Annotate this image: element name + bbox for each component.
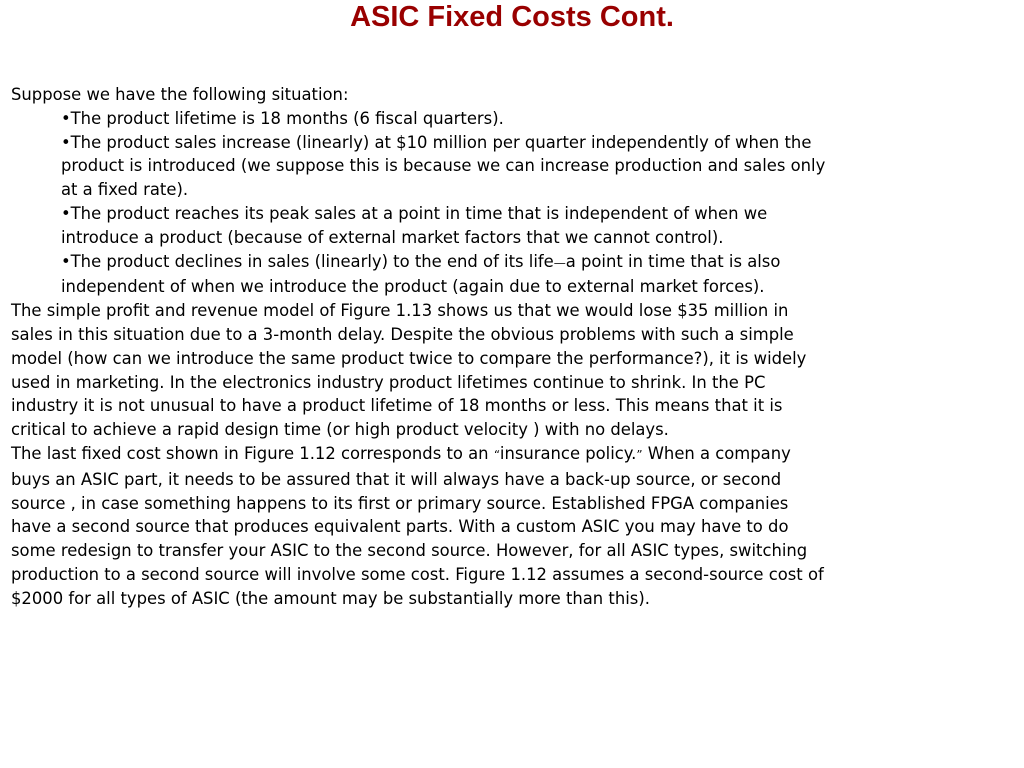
close-quote: ” — [636, 447, 643, 462]
bullet-lifetime — [11, 107, 1019, 131]
text-run: The last fixed cost shown in Figure 1.12 corresponds to an — [11, 443, 494, 463]
text-run: a point in time that is also — [565, 251, 781, 271]
paragraph-line: model (how can we introduce the same product twice to compare the performance?), it is widely — [11, 348, 807, 368]
bullet-text: •The product lifetime is 18 months (6 fiscal quarters). — [61, 108, 504, 128]
bullet-text-line: introduce a product (because of external market factors that we cannot control). — [61, 227, 724, 247]
bullet-text-line: independent of when we introduce the product (again due to external market forces). — [61, 277, 765, 297]
text-run: When a company — [642, 443, 791, 463]
paragraph-line: critical to achieve a rapid design time (or high product velocity ) with no delays. — [11, 420, 669, 440]
bullet-text-line: at a fixed rate). — [61, 180, 189, 200]
em-dash: — — [553, 255, 566, 270]
paragraph-line: some redesign to transfer your ASIC to the second source. However, for all ASIC types, switching — [11, 541, 808, 561]
slide-body — [11, 83, 1019, 611]
text-run: insurance policy. — [499, 443, 637, 463]
bullet-text-line — [11, 250, 1019, 276]
paragraph-line: production to a second source will involve some cost. Figure 1.12 assumes a second-source cost of — [11, 564, 824, 584]
paragraph-line: The simple profit and revenue model of Figure 1.13 shows us that we would lose $35 million in — [11, 301, 789, 321]
bullet-text-line: product is introduced (we suppose this is because we can increase production and sales only — [61, 156, 826, 176]
paragraph-insurance-policy — [11, 442, 1019, 611]
text-run: •The product declines in sales (linearly) to the end of its life — [61, 251, 554, 271]
paragraph-line: source , in case something happens to its first or primary source. Established FPGA companies — [11, 493, 789, 513]
paragraph-line — [11, 442, 1019, 468]
paragraph-line: $2000 for all types of ASIC (the amount may be substantially more than this). — [11, 588, 650, 608]
paragraph-line: buys an ASIC part, it needs to be assured that it will always have a back-up source, or second — [11, 469, 782, 489]
bullet-sales-increase — [11, 131, 1019, 202]
bullet-sales-decline — [11, 250, 1019, 300]
bullet-text-line: •The product reaches its peak sales at a point in time that is independent of when we — [61, 203, 768, 223]
slide-title: ASIC Fixed Costs Cont. — [350, 1, 674, 33]
paragraph-line: used in marketing. In the electronics industry product lifetimes continue to shrink. In the PC — [11, 372, 766, 392]
paragraph-line: industry it is not unusual to have a product lifetime of 18 months or less. This means that it is — [11, 396, 783, 416]
bullet-peak-sales — [11, 202, 1019, 250]
intro-line: Suppose we have the following situation: — [11, 85, 349, 104]
bullet-text-line: •The product sales increase (linearly) at $10 million per quarter independently of when the — [61, 132, 812, 152]
paragraph-line: sales in this situation due to a 3-month delay. Despite the obvious problems with such a simple — [11, 324, 794, 344]
paragraph-line: have a second source that produces equivalent parts. With a custom ASIC you may have to do — [11, 517, 789, 537]
paragraph-revenue-model — [11, 299, 1019, 442]
open-quote: “ — [493, 447, 500, 462]
